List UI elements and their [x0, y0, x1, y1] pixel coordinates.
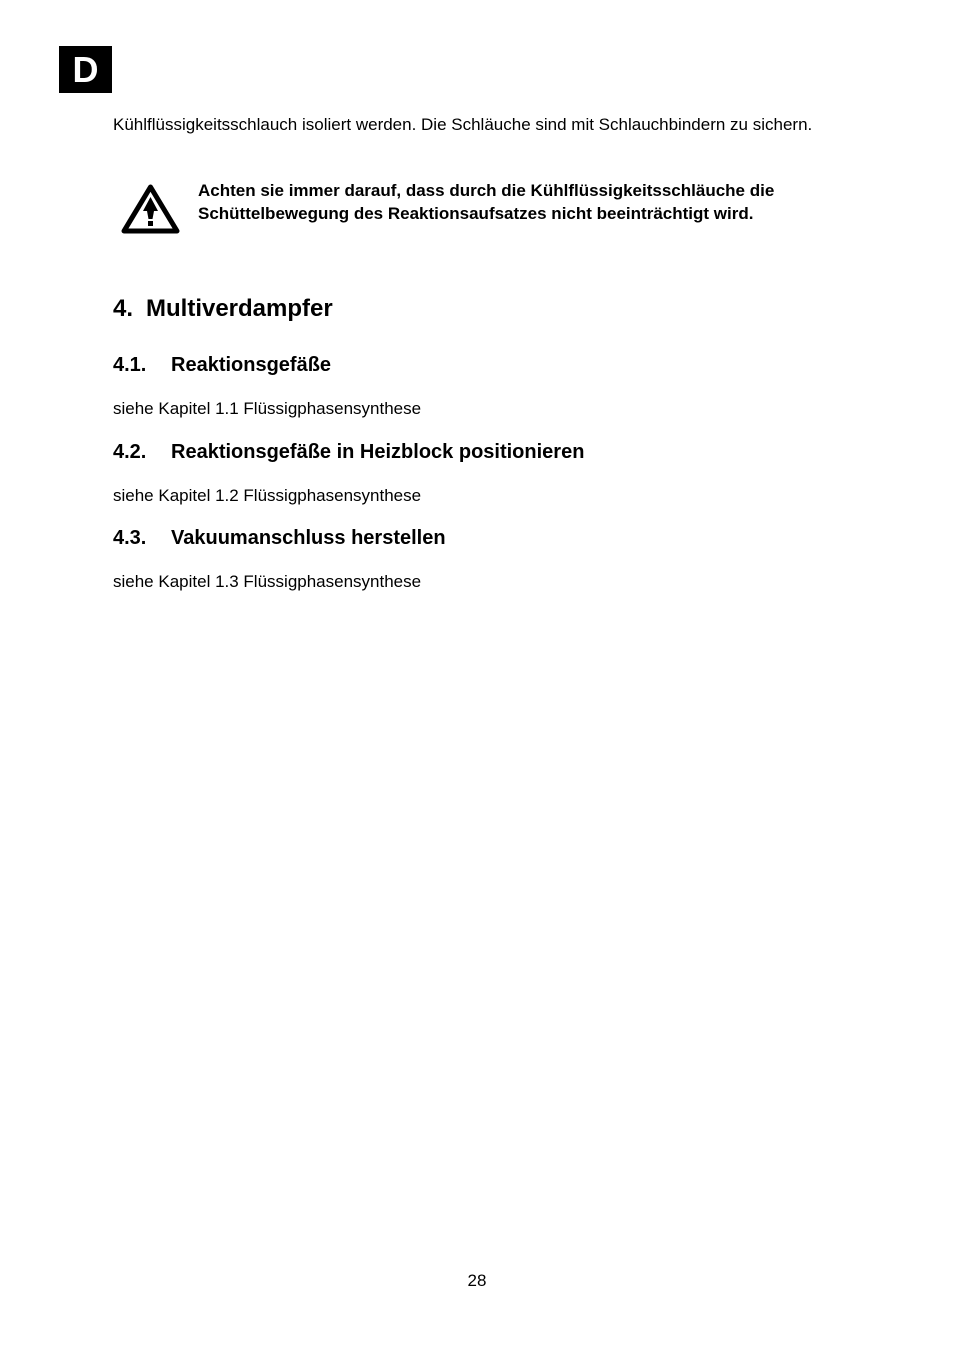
section-body: siehe Kapitel 1.1 Flüssigphasensynthese	[113, 399, 422, 418]
section-number: 4.1.	[113, 354, 147, 376]
page-number: 28	[467, 1271, 487, 1290]
section-heading	[113, 353, 331, 377]
chapter-heading	[113, 294, 333, 324]
section-number: 4.3.	[113, 527, 147, 549]
warning-triangle-icon	[121, 184, 180, 234]
section-number: 4.2.	[113, 441, 147, 463]
language-badge: D	[59, 46, 112, 93]
chapter-number: 4.	[113, 295, 134, 322]
intro-paragraph: Kühlflüssigkeitsschlauch isoliert werden. Die Schläuche sind mit Schlauchbindern zu sichern.	[113, 115, 813, 134]
section-heading	[113, 440, 584, 464]
section-body: siehe Kapitel 1.2 Flüssigphasensynthese	[113, 486, 422, 505]
chapter-title: Multiverdampfer	[146, 295, 333, 322]
section-body: siehe Kapitel 1.3 Flüssigphasensynthese	[113, 572, 422, 591]
section-title: Reaktionsgefäße	[171, 354, 332, 376]
section-title: Vakuumanschluss herstellen	[171, 527, 446, 549]
warning-text: Achten sie immer darauf, dass durch die Kühlflüssigkeitsschläuche die Schüttelbewegung des Reaktionsaufsatzes nicht beeinträchtigt wird.	[198, 181, 775, 223]
section-heading	[113, 526, 446, 550]
section-title: Reaktionsgefäße in Heizblock positionieren	[171, 441, 585, 463]
